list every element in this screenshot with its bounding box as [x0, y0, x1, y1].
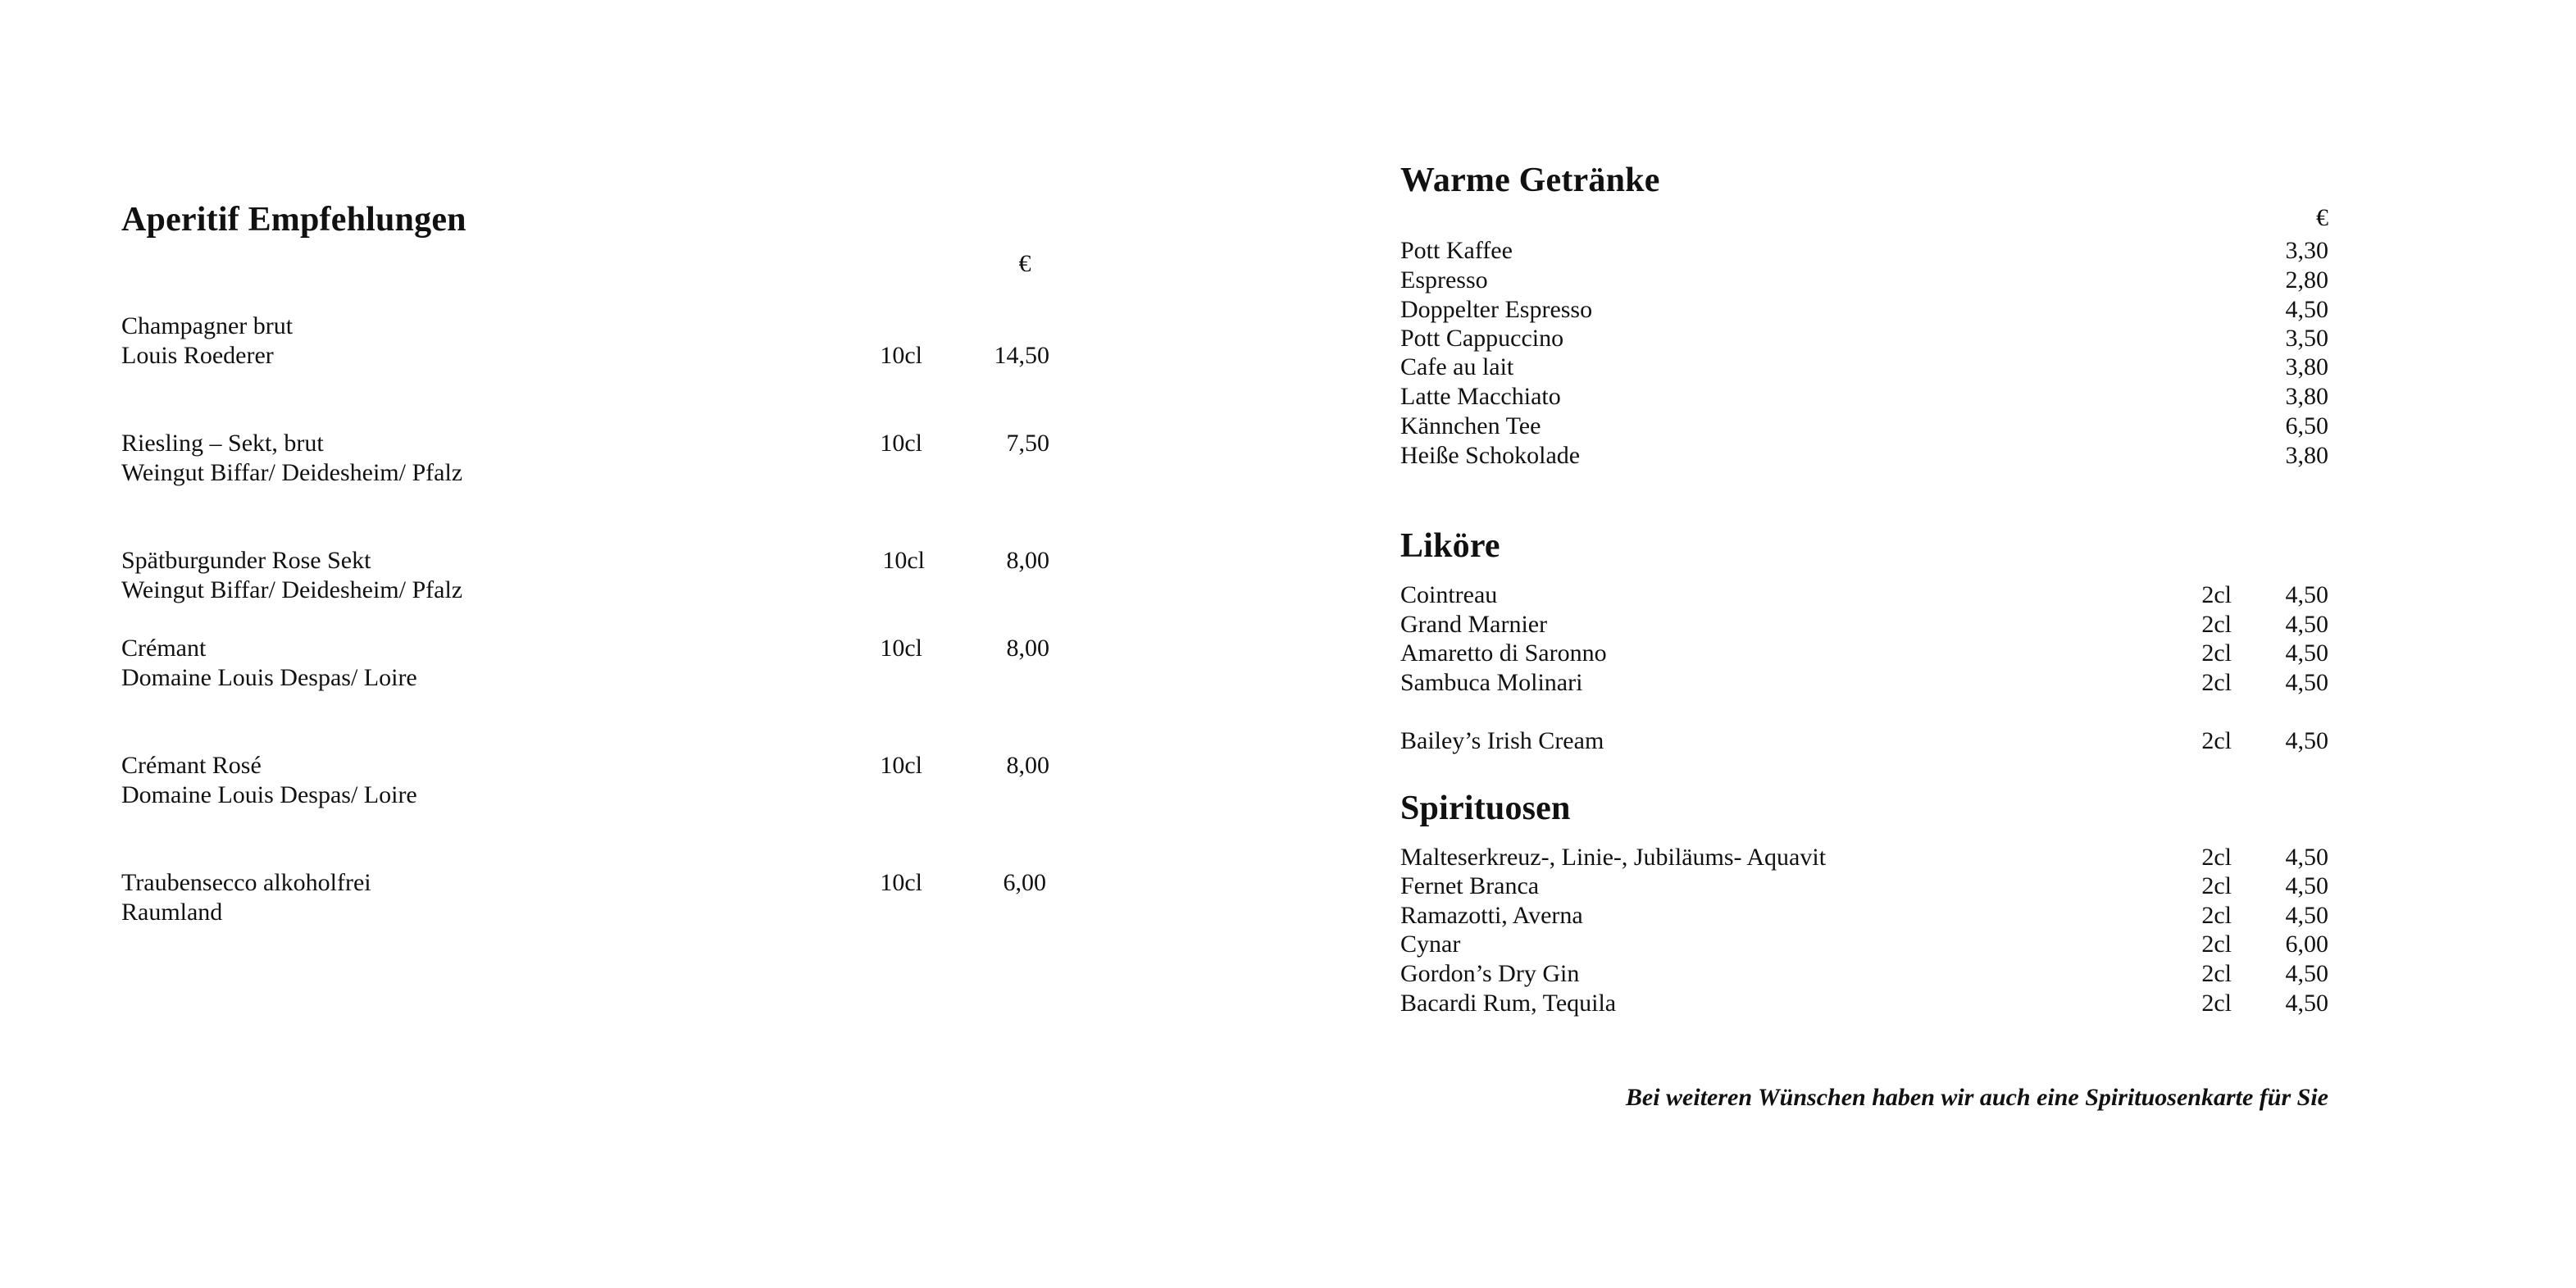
- drink-price: 4,50: [2285, 960, 2328, 987]
- drink-price: 4,50: [2285, 872, 2328, 899]
- drink-price: 4,50: [2285, 990, 2328, 1017]
- drink-price: 3,30: [2285, 237, 2328, 264]
- drink-name: Grand Marnier: [1400, 611, 1548, 638]
- drink-size: 2cl: [2201, 727, 2232, 754]
- aperitif-currency-header: €: [1018, 250, 1031, 277]
- drink-size: 2cl: [2201, 990, 2232, 1017]
- drink-name: Cafe au lait: [1400, 353, 1514, 380]
- drink-price: 2,80: [2285, 266, 2328, 294]
- item-name: Spätburgunder Rose Sekt: [121, 547, 371, 574]
- drink-price: 3,80: [2285, 383, 2328, 410]
- drink-name: Bacardi Rum, Tequila: [1400, 990, 1617, 1017]
- drink-price: 4,50: [2285, 296, 2328, 323]
- drink-size: 2cl: [2201, 611, 2232, 638]
- liqueurs-heading: Liköre: [1400, 527, 1500, 565]
- drink-price: 4,50: [2285, 902, 2328, 929]
- drink-price: 3,80: [2285, 442, 2328, 469]
- drink-size: 2cl: [2201, 581, 2232, 608]
- drink-size: 2cl: [2201, 931, 2232, 958]
- item-producer: Raumland: [121, 899, 223, 926]
- drink-name: Heiße Schokolade: [1400, 442, 1581, 469]
- item-name: Traubensecco alkoholfrei: [121, 869, 371, 896]
- item-price: 8,00: [1006, 752, 1049, 779]
- warm-currency-header: €: [2316, 204, 2328, 231]
- item-price: 8,00: [1006, 547, 1049, 574]
- drink-price: 4,50: [2285, 727, 2328, 754]
- drink-price: 4,50: [2285, 611, 2328, 638]
- drink-price: 4,50: [2285, 844, 2328, 871]
- drink-price: 4,50: [2285, 639, 2328, 667]
- drink-name: Bailey’s Irish Cream: [1400, 727, 1604, 754]
- warm-drinks-heading: Warme Getränke: [1400, 162, 1660, 199]
- item-producer: Weingut Biffar/ Deidesheim/ Pfalz: [121, 576, 463, 603]
- drink-name: Amaretto di Saronno: [1400, 639, 1607, 667]
- drink-name: Fernet Branca: [1400, 872, 1540, 899]
- drink-name: Malteserkreuz-, Linie-, Jubiläums- Aquavit: [1400, 844, 1827, 871]
- item-name: Champagner brut: [121, 312, 294, 339]
- item-size: 10cl: [880, 752, 922, 779]
- drink-name: Latte Macchiato: [1400, 383, 1561, 410]
- drink-price: 4,50: [2285, 669, 2328, 696]
- item-producer: Louis Roederer: [121, 342, 274, 369]
- item-size: 10cl: [880, 342, 922, 369]
- item-size: 10cl: [880, 869, 922, 896]
- aperitif-heading: Aperitif Empfehlungen: [121, 201, 467, 239]
- drink-size: 2cl: [2201, 639, 2232, 667]
- drink-size: 2cl: [2201, 844, 2232, 871]
- drink-name: Doppelter Espresso: [1400, 296, 1593, 323]
- drink-price: 3,50: [2285, 325, 2328, 352]
- drink-size: 2cl: [2201, 872, 2232, 899]
- drink-name: Kännchen Tee: [1400, 412, 1541, 439]
- drink-name: Ramazotti, Averna: [1400, 902, 1583, 929]
- item-size: 10cl: [880, 635, 922, 662]
- drink-name: Pott Kaffee: [1400, 237, 1513, 264]
- drink-name: Cointreau: [1400, 581, 1498, 608]
- drink-name: Gordon’s Dry Gin: [1400, 960, 1580, 987]
- item-name: Riesling – Sekt, brut: [121, 430, 324, 457]
- drink-name: Espresso: [1400, 266, 1488, 294]
- drink-price: 6,00: [2285, 931, 2328, 958]
- drink-size: 2cl: [2201, 960, 2232, 987]
- item-name: Crémant: [121, 635, 207, 662]
- drink-size: 2cl: [2201, 669, 2232, 696]
- item-price: 8,00: [1006, 635, 1049, 662]
- drink-name: Cynar: [1400, 931, 1461, 958]
- spirits-menu-note: Bei weiteren Wünschen haben wir auch eine Spirituosenkarte für Sie: [1625, 1084, 2328, 1111]
- drink-name: Pott Cappuccino: [1400, 325, 1564, 352]
- drink-price: 6,50: [2285, 412, 2328, 439]
- drink-price: 3,80: [2285, 353, 2328, 380]
- item-producer: Domaine Louis Despas/ Loire: [121, 781, 417, 808]
- drink-price: 4,50: [2285, 581, 2328, 608]
- item-price: 6,00: [1003, 869, 1046, 896]
- item-size: 10cl: [880, 430, 922, 457]
- item-size: 10cl: [882, 547, 925, 574]
- drink-size: 2cl: [2201, 902, 2232, 929]
- item-price: 14,50: [994, 342, 1049, 369]
- item-name: Crémant Rosé: [121, 752, 262, 779]
- item-producer: Domaine Louis Despas/ Loire: [121, 664, 417, 691]
- item-price: 7,50: [1006, 430, 1049, 457]
- drink-name: Sambuca Molinari: [1400, 669, 1583, 696]
- item-producer: Weingut Biffar/ Deidesheim/ Pfalz: [121, 459, 463, 486]
- spirits-heading: Spirituosen: [1400, 790, 1571, 827]
